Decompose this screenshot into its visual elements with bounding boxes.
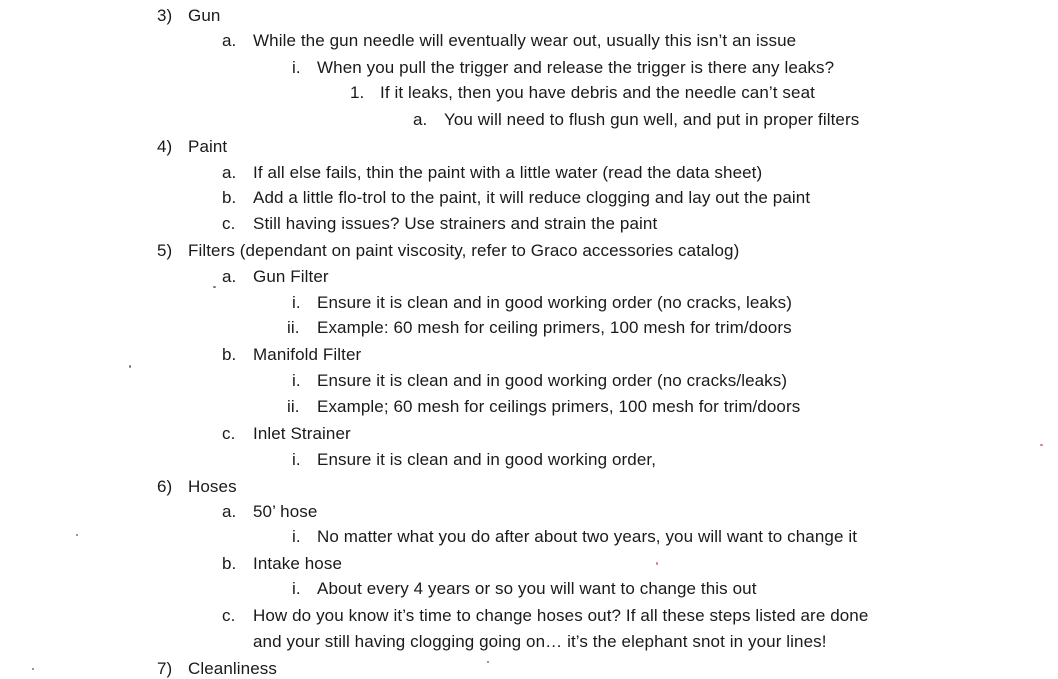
list-marker: c. [222, 214, 236, 233]
list-item [292, 579, 757, 599]
list-marker: 6) [157, 477, 173, 496]
list-marker: a. [222, 163, 237, 182]
list-item [287, 397, 800, 417]
list-marker: 3) [157, 6, 173, 25]
list-marker: i. [292, 293, 301, 312]
list-item-text: No matter what you do after about two years, you will want to change it [317, 527, 858, 546]
list-item-text: Filters (dependant on paint viscosity, refer to Graco accessories catalog) [188, 241, 740, 260]
list-item-text: Still having issues? Use strainers and strain the paint [253, 214, 658, 233]
list-item-section-5 [157, 241, 739, 261]
list-item-text: Paint [188, 137, 228, 156]
list-item [222, 554, 342, 574]
list-marker: b. [222, 188, 237, 207]
list-marker: i. [292, 58, 301, 77]
list-marker: i. [292, 579, 301, 598]
list-item-section-6 [157, 477, 237, 497]
list-item-text: Gun [188, 6, 221, 25]
list-item-text: You will need to flush gun well, and put in proper filters [444, 110, 860, 129]
list-item-text: Hoses [188, 477, 237, 496]
list-item [413, 110, 859, 130]
list-item-text: Ensure it is clean and in good working order (no cracks, leaks) [317, 293, 792, 312]
list-item [222, 345, 361, 365]
list-item-text: If it leaks, then you have debris and the needle can’t seat [380, 83, 815, 102]
list-item-text: Inlet Strainer [253, 424, 351, 443]
list-marker: i. [292, 371, 301, 390]
scan-speck [213, 286, 216, 288]
list-item [222, 267, 329, 287]
list-marker: i. [292, 450, 301, 469]
list-item [287, 318, 792, 338]
list-item [222, 188, 810, 208]
list-item [292, 371, 787, 391]
list-item [292, 527, 857, 547]
scan-speck [129, 365, 131, 368]
scan-speck [1040, 444, 1043, 446]
list-item-text: and your still having clogging going on… it’s the elephant snot in your lines! [253, 632, 827, 651]
list-item-text: About every 4 years or so you will want to change this out [317, 579, 757, 598]
list-marker: i. [292, 527, 301, 546]
list-item [292, 293, 792, 313]
list-item [292, 450, 656, 470]
list-item [222, 214, 657, 234]
list-item-text: Cleanliness [188, 659, 277, 678]
list-marker: b. [222, 345, 237, 364]
list-marker: 4) [157, 137, 173, 156]
list-item-text: Example; 60 mesh for ceilings primers, 100 mesh for trim/doors [317, 397, 801, 416]
scan-speck [656, 562, 658, 565]
list-item-text: Ensure it is clean and in good working order, [317, 450, 657, 469]
list-marker: c. [222, 424, 236, 443]
list-item-text: How do you know it’s time to change hoses out? If all these steps listed are done [253, 606, 869, 625]
list-item [222, 424, 351, 444]
scan-speck [487, 661, 489, 663]
list-item-text: Intake hose [253, 554, 342, 573]
list-item-text: Add a little flo-trol to the paint, it will reduce clogging and lay out the paint [253, 188, 811, 207]
list-marker: ii. [287, 397, 300, 416]
list-item [222, 502, 317, 522]
list-marker: ii. [287, 318, 300, 337]
list-item [222, 31, 796, 51]
list-item-section-3 [157, 6, 220, 26]
list-item-text: Manifold Filter [253, 345, 362, 364]
list-item-text: Gun Filter [253, 267, 329, 286]
list-marker: a. [413, 110, 428, 129]
list-item [222, 163, 762, 183]
list-item-text: If all else fails, thin the paint with a little water (read the data sheet) [253, 163, 763, 182]
list-item-section-7 [157, 659, 277, 679]
list-marker: a. [222, 31, 237, 50]
list-item-section-4 [157, 137, 227, 157]
list-marker: b. [222, 554, 237, 573]
list-item-text: When you pull the trigger and release the trigger is there any leaks? [317, 58, 835, 77]
list-item-continuation [253, 632, 827, 652]
list-marker: a. [222, 267, 237, 286]
scan-speck [32, 668, 34, 670]
list-marker: 1. [350, 83, 365, 102]
list-item-text: Example: 60 mesh for ceiling primers, 100 mesh for trim/doors [317, 318, 792, 337]
list-item-text: 50’ hose [253, 502, 318, 521]
list-marker: c. [222, 606, 236, 625]
list-marker: a. [222, 502, 237, 521]
scan-speck [76, 534, 78, 536]
list-item [292, 58, 834, 78]
list-item [222, 606, 868, 626]
list-item-text: While the gun needle will eventually wear out, usually this isn’t an issue [253, 31, 797, 50]
list-marker: 7) [157, 659, 173, 678]
list-item [350, 83, 815, 103]
list-item-text: Ensure it is clean and in good working order (no cracks/leaks) [317, 371, 788, 390]
list-marker: 5) [157, 241, 173, 260]
